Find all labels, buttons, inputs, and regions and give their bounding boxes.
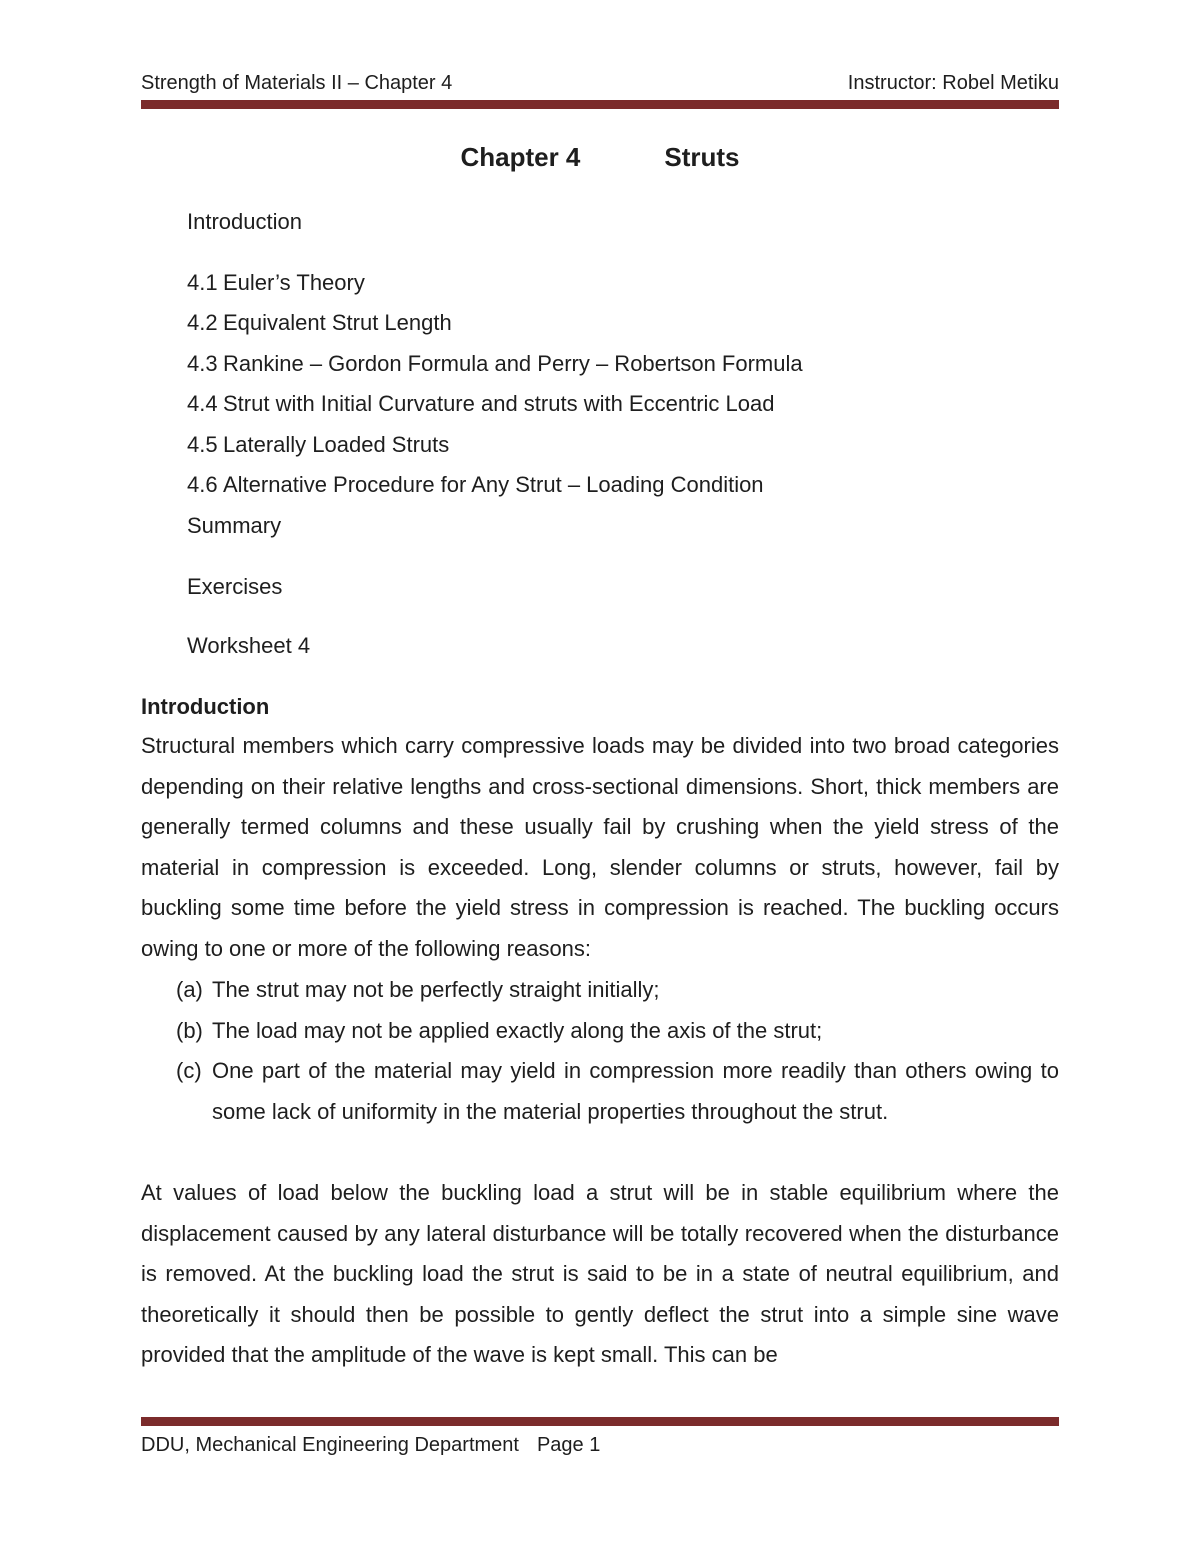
toc-item xyxy=(187,390,774,418)
toc-item-label: Laterally Loaded Struts xyxy=(223,432,450,457)
toc-item-number: 4.2 xyxy=(187,310,218,335)
toc-item-label: Alternative Procedure for Any Strut – Loading Condition xyxy=(223,472,764,497)
list-item xyxy=(141,970,1059,1011)
toc-summary: Summary xyxy=(187,513,282,538)
list-item-label: (a) xyxy=(176,977,203,1002)
chapter-title xyxy=(0,140,1200,174)
list-item-label: (b) xyxy=(176,1017,203,1043)
toc-item xyxy=(187,431,449,459)
chapter-name: Struts xyxy=(664,142,740,172)
header-rule xyxy=(141,100,1059,109)
toc-item-label: Strut with Initial Curvature and struts with Eccentric Load xyxy=(223,391,775,416)
header-instructor-text: Instructor: Robel Metiku xyxy=(847,72,1059,94)
toc-exercises: Exercises xyxy=(187,574,283,599)
list-item xyxy=(141,1051,1059,1132)
toc-introduction: Introduction xyxy=(187,209,302,234)
list-item-text: One part of the material may yield in compression more readily than others owing to some lack of uniformity in the material properties throughout the strut. xyxy=(212,1058,1059,1124)
toc-item-number: 4.5 xyxy=(187,432,218,457)
body-paragraph-2: At values of load below the buckling load a strut will be in stable equilibrium where the displacement caused by any lateral disturbance will be totally recovered when the disturbance is removed. At the buckling load the strut is said to be in a state of neutral equilibrium, and theoretically it should then be possible to gently deflect the strut into a simple sine wave provided that the amplitude of the wave is kept small. This can be xyxy=(141,1180,1059,1367)
toc-item-label: Rankine – Gordon Formula and Perry – Robertson Formula xyxy=(223,351,803,376)
footer xyxy=(141,1432,600,1458)
toc-item xyxy=(187,269,365,297)
list-item-label: (c) xyxy=(176,1058,202,1083)
footer-rule xyxy=(141,1417,1059,1426)
toc-item-number: 4.3 xyxy=(187,351,218,376)
toc-item-label: Equivalent Strut Length xyxy=(223,310,452,335)
list-item-text: The load may not be applied exactly along the axis of the strut; xyxy=(212,1017,823,1043)
toc-item xyxy=(187,350,803,378)
toc-item-number: 4.4 xyxy=(187,391,218,416)
toc-item xyxy=(187,309,452,337)
toc-item xyxy=(187,471,764,499)
toc-item-label: Euler’s Theory xyxy=(223,270,365,295)
list-item-text: The strut may not be perfectly straight initially; xyxy=(212,977,660,1002)
section-heading: Introduction xyxy=(141,694,270,719)
body-paragraph-1: Structural members which carry compressive loads may be divided into two broad categories depending on their relative lengths and cross-sectional dimensions. Short, thick members are generally termed columns and these usually fail by crushing when the yield stress of the material in compression is exceeded. Long, slender columns or struts, however, fail by buckling some time before the yield stress in compression is reached. The buckling occurs owing to one or more of the following reasons: xyxy=(141,733,1059,961)
toc-item-number: 4.1 xyxy=(187,270,218,295)
footer-page-number: Page 1 xyxy=(536,1434,601,1456)
footer-department: DDU, Mechanical Engineering Department xyxy=(141,1434,519,1456)
reasons-list xyxy=(141,970,1059,1132)
list-item xyxy=(141,1011,1059,1052)
header-left-text: Strength of Materials II – Chapter 4 xyxy=(141,72,453,94)
toc-worksheet: Worksheet 4 xyxy=(187,633,311,658)
chapter-number: Chapter 4 xyxy=(460,142,581,172)
toc-item-number: 4.6 xyxy=(187,472,218,497)
